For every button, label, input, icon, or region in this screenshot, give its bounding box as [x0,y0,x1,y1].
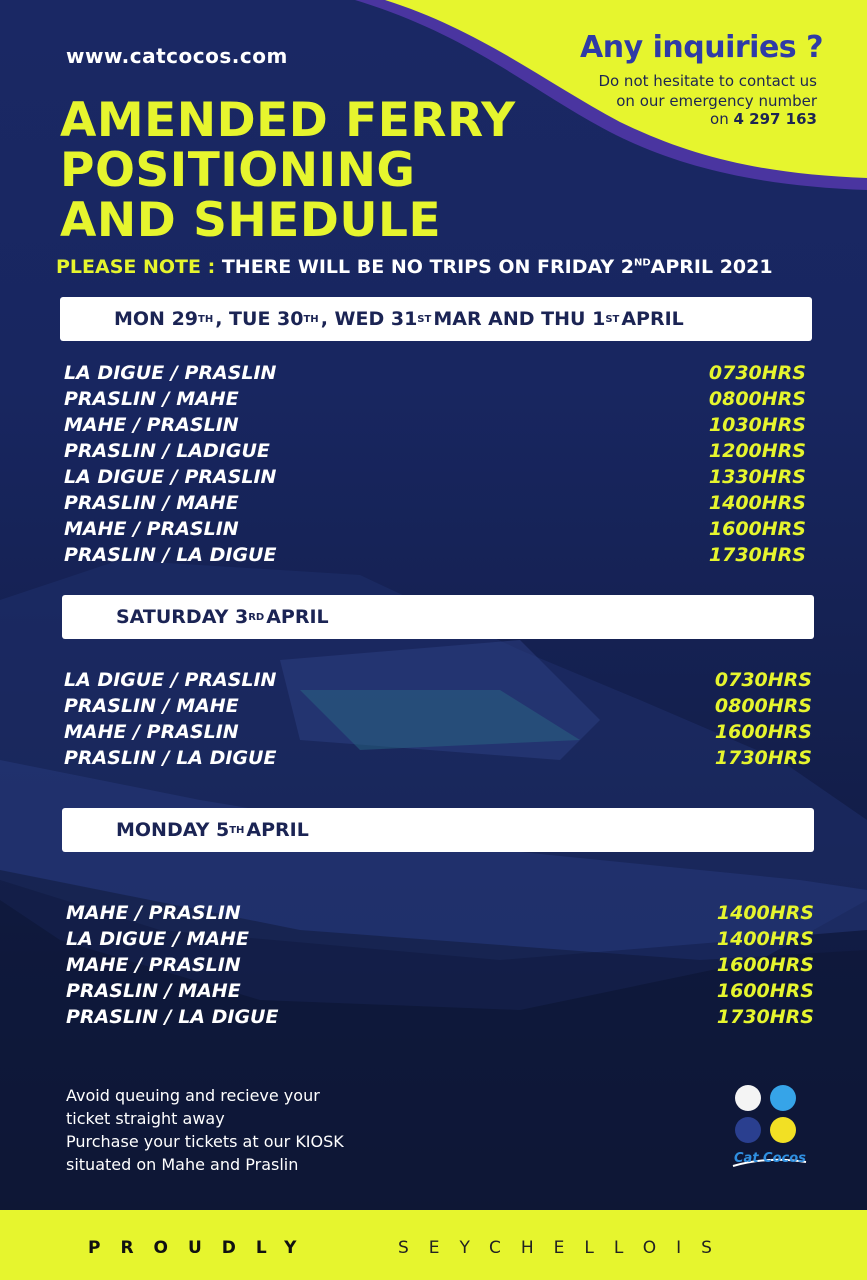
kiosk-info-line: Avoid queuing and recieve your [66,1086,320,1105]
heading-3-sup: TH [229,824,245,836]
inquiries-line-3-prefix: on [710,110,729,128]
emergency-phone-number: 4 297 163 [733,110,817,128]
route: MAHE / PRASLIN [64,721,239,743]
kiosk-info [66,1084,344,1176]
heading-2-part: SATURDAY 3 [116,606,249,628]
table-row [64,544,806,570]
departure-time: 1730HRS [708,544,806,566]
heading-1-part: MON 29 [114,308,199,330]
route: PRASLIN / LA DIGUE [66,1006,279,1028]
title-line-2: POSITIONING [60,143,416,198]
route: MAHE / PRASLIN [64,414,239,436]
heading-2-part: APRIL [266,606,329,628]
heading-1-sup: TH [303,313,319,325]
heading-1-sup: TH [198,313,214,325]
route: LA DIGUE / PRASLIN [64,466,277,488]
heading-2-sup: RD [248,611,265,623]
tagline-word-1: PROUDLY [88,1238,317,1258]
inquiries-line-1: Do not hesitate to contact us [598,72,817,90]
note-lead: PLEASE NOTE : [56,256,216,278]
departure-time: 1600HRS [714,721,812,743]
schedule-table-1 [64,362,806,570]
departure-time: 1600HRS [708,518,806,540]
kiosk-info-line: Purchase your tickets at our KIOSK [66,1132,344,1151]
schedule-heading-2 [62,595,814,639]
table-row [66,928,814,954]
no-trips-note [56,256,773,278]
route: PRASLIN / MAHE [66,980,241,1002]
inquiries-title: Any inquiries ? [580,30,823,65]
table-row [64,466,806,492]
heading-1-part: , WED 31 [320,308,418,330]
heading-3-part: APRIL [246,819,309,841]
table-row [64,440,806,466]
tagline-word-2: SEYCHELLOIS [398,1238,732,1258]
note-sup: ND [633,257,651,269]
route: PRASLIN / LA DIGUE [64,544,277,566]
heading-1-part: , TUE 30 [215,308,304,330]
kiosk-info-line: situated on Mahe and Praslin [66,1155,299,1174]
departure-time: 0800HRS [708,388,806,410]
table-row [64,669,812,695]
schedule-table-3 [66,902,814,1032]
departure-time: 1400HRS [716,902,814,924]
route: PRASLIN / LA DIGUE [64,747,277,769]
svg-text:Cat Cocos: Cat Cocos [734,1151,806,1166]
cat-cocos-logo-icon [728,1080,808,1176]
route: PRASLIN / MAHE [64,695,239,717]
route: LA DIGUE / MAHE [66,928,249,950]
departure-time: 1200HRS [708,440,806,462]
website-url: www.catcocos.com [66,44,288,68]
route: LA DIGUE / PRASLIN [64,362,277,384]
heading-1-sup: ST [605,313,620,325]
departure-time: 1330HRS [708,466,806,488]
schedule-heading-3 [62,808,814,852]
title-line-3: AND SHEDULE [60,193,442,248]
departure-time: 1730HRS [714,747,812,769]
departure-time: 0800HRS [714,695,812,717]
route: MAHE / PRASLIN [64,518,239,540]
inquiries-line-2: on our emergency number [616,92,817,110]
table-row [64,388,806,414]
departure-time: 1400HRS [708,492,806,514]
table-row [66,1006,814,1032]
table-row [64,492,806,518]
heading-1-part: MAR AND THU 1 [433,308,606,330]
note-text: THERE WILL BE NO TRIPS ON FRIDAY 2 [221,256,634,278]
heading-1-sup: ST [417,313,432,325]
departure-time: 1600HRS [716,980,814,1002]
departure-time: 0730HRS [708,362,806,384]
departure-time: 1730HRS [716,1006,814,1028]
table-row [64,518,806,544]
inquiries-line-3 [710,110,817,128]
route: PRASLIN / MAHE [64,492,239,514]
departure-time: 1030HRS [708,414,806,436]
table-row [66,980,814,1006]
heading-3-part: MONDAY 5 [116,819,230,841]
route: PRASLIN / LADIGUE [64,440,270,462]
heading-1-part: APRIL [621,308,684,330]
page-title [60,93,516,248]
table-row [64,362,806,388]
table-row [66,902,814,928]
table-row [64,414,806,440]
departure-time: 1600HRS [716,954,814,976]
schedule-table-2 [64,669,812,773]
schedule-heading-1 [60,297,812,341]
departure-time: 1400HRS [716,928,814,950]
table-row [64,721,812,747]
route: LA DIGUE / PRASLIN [64,669,277,691]
title-line-1: AMENDED FERRY [60,93,516,148]
note-text-end: APRIL 2021 [650,256,773,278]
route: MAHE / PRASLIN [66,954,241,976]
table-row [64,747,812,773]
route: PRASLIN / MAHE [64,388,239,410]
table-row [66,954,814,980]
route: MAHE / PRASLIN [66,902,241,924]
kiosk-info-line: ticket straight away [66,1109,225,1128]
departure-time: 0730HRS [714,669,812,691]
table-row [64,695,812,721]
